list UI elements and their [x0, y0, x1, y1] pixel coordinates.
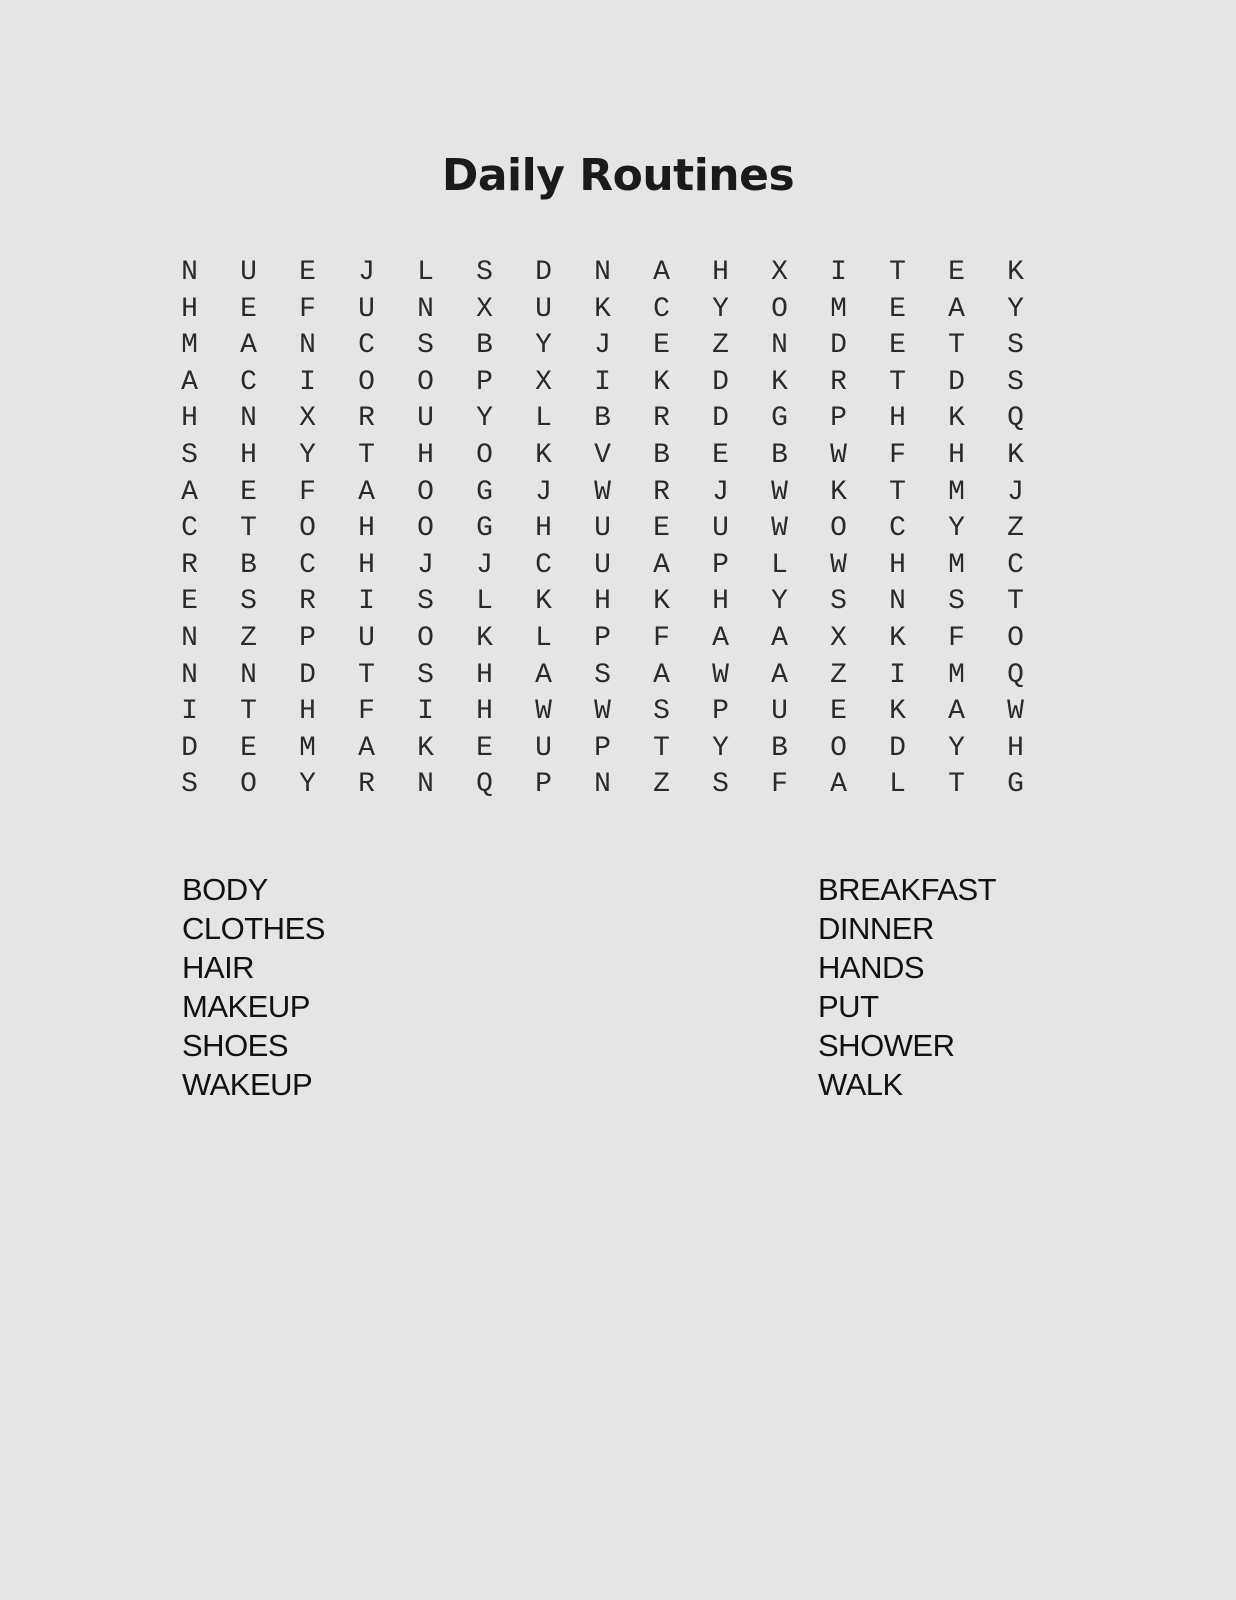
grid-letter: I [594, 366, 611, 398]
grid-letter: N [417, 293, 434, 325]
grid-letter: Y [1007, 293, 1024, 325]
grid-letter: S [712, 769, 729, 801]
grid-letter: F [653, 622, 670, 654]
grid-letter: O [358, 366, 375, 398]
grid-letter: T [1007, 586, 1024, 618]
grid-letter: A [771, 622, 788, 654]
grid-letter: E [476, 732, 493, 764]
grid-letter: O [476, 439, 493, 471]
grid-letter: G [771, 403, 788, 435]
grid-letter: T [889, 476, 906, 508]
grid-letter: F [889, 439, 906, 471]
grid-letter: E [653, 330, 670, 362]
grid-letter: M [299, 732, 316, 764]
word-list-left [182, 870, 325, 1104]
grid-letter: Q [476, 769, 493, 801]
grid-letter: I [830, 257, 847, 288]
grid-letter: E [712, 439, 729, 471]
grid-letter: O [240, 769, 257, 801]
grid-letter: E [889, 330, 906, 362]
word-list-item: MAKEUP [182, 989, 310, 1024]
grid-letter: N [240, 403, 257, 435]
grid-letter: T [358, 439, 375, 471]
grid-letter: J [712, 476, 729, 508]
grid-letter: M [948, 549, 965, 581]
grid-letter: W [830, 439, 847, 471]
grid-letter: N [889, 586, 906, 618]
grid-letter: M [948, 476, 965, 508]
grid-letter: H [476, 659, 493, 691]
grid-letter: H [1007, 732, 1024, 764]
grid-letter: E [299, 257, 316, 288]
grid-letter: P [830, 403, 847, 435]
grid-letter: K [771, 366, 788, 398]
grid-letter: G [476, 476, 493, 508]
grid-letter: F [771, 769, 788, 801]
grid-letter: D [712, 403, 729, 435]
grid-letter: T [889, 366, 906, 398]
grid-letter: R [653, 476, 670, 508]
grid-letter: U [594, 513, 611, 545]
grid-letter: W [535, 696, 552, 728]
grid-letter: Z [830, 659, 847, 691]
page-title: Daily Routines [441, 150, 795, 201]
grid-letter: F [299, 476, 316, 508]
grid-letter: B [653, 439, 670, 471]
grid-letter: Z [653, 769, 670, 801]
grid-letter: H [358, 549, 375, 581]
grid-letter: U [594, 549, 611, 581]
grid-letter: S [1007, 366, 1024, 398]
grid-letter: X [476, 293, 493, 325]
grid-letter: H [948, 439, 965, 471]
grid-letter: X [299, 403, 316, 435]
grid-letter: H [181, 293, 198, 325]
grid-letter: O [417, 476, 434, 508]
grid-letter: M [830, 293, 847, 325]
grid-letter: L [889, 769, 906, 801]
grid-letter: N [181, 257, 198, 288]
word-list-item: HAIR [182, 950, 255, 985]
grid-letter: Z [1007, 513, 1024, 545]
grid-letter: Y [299, 439, 316, 471]
word-list-item: HANDS [818, 950, 925, 985]
grid-letter: K [889, 622, 906, 654]
grid-letter: O [417, 622, 434, 654]
grid-letter: J [1007, 476, 1024, 508]
grid-letter: H [594, 586, 611, 618]
grid-letter: H [358, 513, 375, 545]
word-list-item: WALK [818, 1067, 903, 1102]
grid-letter: R [653, 403, 670, 435]
grid-letter: A [712, 622, 729, 654]
grid-letter: H [181, 403, 198, 435]
grid-letter: Y [771, 586, 788, 618]
grid-letter: O [830, 732, 847, 764]
grid-letter: N [771, 330, 788, 362]
word-list-item: BODY [182, 872, 268, 907]
grid-letter: N [240, 659, 257, 691]
grid-letter: C [181, 513, 198, 545]
grid-letter: T [358, 659, 375, 691]
grid-letter: R [830, 366, 847, 398]
grid-letter: O [1007, 622, 1024, 654]
grid-letter: D [830, 330, 847, 362]
grid-letter: X [830, 622, 847, 654]
grid-letter: S [181, 769, 198, 801]
grid-letter: R [358, 769, 375, 801]
grid-letter: Z [240, 622, 257, 654]
grid-letter: S [181, 439, 198, 471]
grid-letter: W [594, 476, 611, 508]
letter-grid [160, 255, 1045, 804]
grid-letter: N [181, 659, 198, 691]
grid-letter: P [476, 366, 493, 398]
grid-letter: B [240, 549, 257, 581]
grid-letter: G [476, 513, 493, 545]
grid-letter: S [240, 586, 257, 618]
grid-letter: D [889, 732, 906, 764]
grid-letter: A [948, 696, 965, 728]
grid-letter: S [417, 586, 434, 618]
grid-letter: C [1007, 549, 1024, 581]
grid-letter: J [535, 476, 552, 508]
grid-letter: W [830, 549, 847, 581]
grid-letter: I [299, 366, 316, 398]
grid-letter: W [771, 513, 788, 545]
grid-letter: P [594, 732, 611, 764]
grid-letter: K [830, 476, 847, 508]
grid-letter: E [889, 293, 906, 325]
word-list-item: PUT [818, 989, 879, 1024]
grid-letter: K [535, 439, 552, 471]
grid-letter: T [889, 257, 906, 288]
grid-letter: E [948, 257, 965, 288]
grid-letter: P [594, 622, 611, 654]
grid-letter: P [712, 549, 729, 581]
grid-letter: I [889, 659, 906, 691]
grid-letter: C [299, 549, 316, 581]
grid-letter: O [830, 513, 847, 545]
grid-letter: T [948, 330, 965, 362]
grid-letter: N [417, 769, 434, 801]
grid-letter: H [889, 549, 906, 581]
grid-letter: K [948, 403, 965, 435]
grid-letter: S [1007, 330, 1024, 362]
grid-letter: Q [1007, 403, 1024, 435]
grid-letter: H [712, 257, 729, 288]
grid-letter: R [299, 586, 316, 618]
grid-letter: N [594, 769, 611, 801]
grid-letter: L [535, 622, 552, 654]
grid-letter: K [1007, 439, 1024, 471]
grid-letter: A [181, 476, 198, 508]
grid-letter: S [476, 257, 493, 288]
grid-letter: Y [535, 330, 552, 362]
grid-letter: E [240, 732, 257, 764]
word-list-item: DINNER [818, 911, 934, 946]
grid-letter: U [358, 293, 375, 325]
grid-letter: L [535, 403, 552, 435]
grid-letter: P [299, 622, 316, 654]
grid-letter: W [771, 476, 788, 508]
grid-letter: K [653, 366, 670, 398]
grid-letter: C [653, 293, 670, 325]
word-list-item: SHOES [182, 1028, 289, 1063]
grid-letter: T [240, 696, 257, 728]
grid-letter: U [712, 513, 729, 545]
grid-letter: K [653, 586, 670, 618]
grid-letter: I [181, 696, 198, 728]
grid-letter: L [771, 549, 788, 581]
grid-letter: K [889, 696, 906, 728]
grid-letter: W [1007, 696, 1024, 728]
grid-letter: Y [712, 732, 729, 764]
grid-letter: U [535, 293, 552, 325]
grid-letter: N [181, 622, 198, 654]
grid-letter: C [240, 366, 257, 398]
grid-letter: K [594, 293, 611, 325]
grid-letter: A [535, 659, 552, 691]
grid-letter: N [594, 257, 611, 288]
grid-letter: U [417, 403, 434, 435]
grid-letter: O [299, 513, 316, 545]
grid-letter: A [771, 659, 788, 691]
grid-letter: I [358, 586, 375, 618]
grid-letter: S [948, 586, 965, 618]
grid-letter: H [476, 696, 493, 728]
grid-letter: J [358, 257, 375, 288]
grid-letter: L [417, 257, 434, 288]
grid-letter: E [240, 476, 257, 508]
grid-letter: U [358, 622, 375, 654]
grid-letter: K [1007, 257, 1024, 288]
grid-letter: A [240, 330, 257, 362]
grid-letter: H [240, 439, 257, 471]
grid-letter: Y [712, 293, 729, 325]
grid-letter: E [240, 293, 257, 325]
grid-letter: A [181, 366, 198, 398]
grid-letter: Y [299, 769, 316, 801]
grid-letter: O [771, 293, 788, 325]
grid-letter: S [594, 659, 611, 691]
word-list-right [818, 870, 996, 1104]
grid-letter: A [358, 732, 375, 764]
word-list-item: CLOTHES [182, 911, 325, 946]
grid-letter: Y [948, 513, 965, 545]
grid-letter: T [948, 769, 965, 801]
grid-letter: U [771, 696, 788, 728]
grid-letter: D [712, 366, 729, 398]
grid-letter: G [1007, 769, 1024, 801]
grid-letter: Z [712, 330, 729, 362]
word-list-item: WAKEUP [182, 1067, 313, 1102]
grid-letter: D [299, 659, 316, 691]
grid-letter: C [358, 330, 375, 362]
grid-letter: D [948, 366, 965, 398]
grid-letter: R [181, 549, 198, 581]
grid-letter: D [181, 732, 198, 764]
grid-letter: Y [476, 403, 493, 435]
grid-letter: B [594, 403, 611, 435]
grid-letter: O [417, 366, 434, 398]
grid-letter: A [830, 769, 847, 801]
grid-letter: I [417, 696, 434, 728]
grid-letter: K [476, 622, 493, 654]
grid-letter: E [653, 513, 670, 545]
grid-letter: L [476, 586, 493, 618]
grid-letter: J [594, 330, 611, 362]
grid-letter: C [535, 549, 552, 581]
grid-letter: M [181, 330, 198, 362]
grid-letter: F [358, 696, 375, 728]
grid-letter: H [417, 439, 434, 471]
grid-letter: A [948, 293, 965, 325]
grid-letter: P [712, 696, 729, 728]
grid-letter: T [240, 513, 257, 545]
grid-letter: Y [948, 732, 965, 764]
word-list-item: BREAKFAST [818, 872, 997, 907]
grid-letter: V [594, 439, 611, 471]
grid-letter: M [948, 659, 965, 691]
grid-letter: E [830, 696, 847, 728]
grid-letter: K [535, 586, 552, 618]
grid-letter: C [889, 513, 906, 545]
grid-letter: A [358, 476, 375, 508]
grid-letter: Q [1007, 659, 1024, 691]
word-list-item: SHOWER [818, 1028, 955, 1063]
grid-letter: H [535, 513, 552, 545]
grid-letter: U [240, 257, 257, 288]
grid-letter: R [358, 403, 375, 435]
grid-letter: K [417, 732, 434, 764]
grid-letter: S [417, 330, 434, 362]
grid-letter: T [653, 732, 670, 764]
grid-letter: J [417, 549, 434, 581]
grid-letter: A [653, 549, 670, 581]
grid-letter: B [771, 732, 788, 764]
grid-letter: F [299, 293, 316, 325]
grid-letter: B [476, 330, 493, 362]
grid-letter: U [535, 732, 552, 764]
grid-letter: H [712, 586, 729, 618]
grid-letter: H [299, 696, 316, 728]
grid-letter: E [181, 586, 198, 618]
grid-letter: S [417, 659, 434, 691]
grid-letter: X [535, 366, 552, 398]
grid-letter: B [771, 439, 788, 471]
grid-letter: N [299, 330, 316, 362]
grid-letter: W [712, 659, 729, 691]
grid-letter: A [653, 257, 670, 288]
grid-letter: P [535, 769, 552, 801]
grid-letter: D [535, 257, 552, 288]
grid-letter: H [889, 403, 906, 435]
grid-letter: O [417, 513, 434, 545]
grid-letter: X [771, 257, 788, 288]
grid-letter: J [476, 549, 493, 581]
grid-letter: A [653, 659, 670, 691]
grid-letter: F [948, 622, 965, 654]
grid-letter: W [594, 696, 611, 728]
grid-letter: S [653, 696, 670, 728]
grid-letter: S [830, 586, 847, 618]
